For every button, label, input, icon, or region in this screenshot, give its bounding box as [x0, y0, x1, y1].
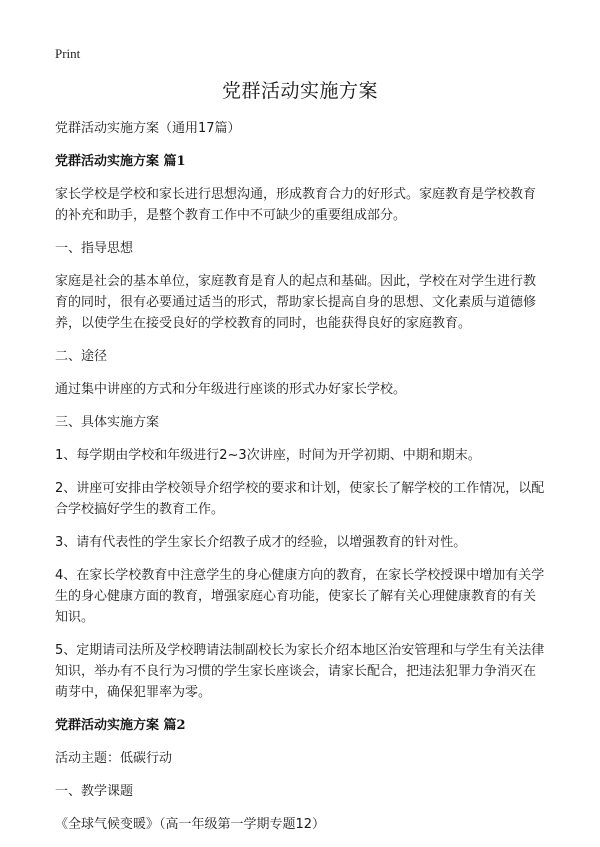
list-item: 1、每学期由学校和年级进行2~3次讲座，时间为开学初期、中期和期末。: [55, 448, 481, 463]
section-1-part-2-title: 二、途径: [55, 349, 108, 364]
section-2-theme: 活动主题：低碳行动: [55, 751, 173, 766]
section-1-heading: 党群活动实施方案 篇1: [55, 154, 186, 169]
list-item: 4、在家长学校教育中注意学生的身心健康方向的教育，在家长学校授课中增加有关学生的身心健康方面的教育，增强家庭心育功能，使家长了解有关心理健康教育的有关知识。: [55, 568, 545, 625]
section-1-part-1-title: 一、指导思想: [55, 241, 134, 256]
document-subtitle: 党群活动实施方案（通用17篇）: [55, 121, 241, 136]
section-2-heading: 党群活动实施方案 篇2: [55, 718, 186, 733]
section-2-part-1-title: 一、教学课题: [55, 784, 134, 799]
section-1-part-1-text: 家庭是社会的基本单位，家庭教育是育人的起点和基础。因此，学校在对学生进行教育的同时，很有必要通过适当的形式，帮助家长提高自身的思想、文化素质与道德修养，以使学生在接受良好的学校教育的同时，也能获得良好的家庭教育。: [55, 274, 537, 331]
section-1-part-2-text: 通过集中讲座的方式和分年级进行座谈的形式办好家长学校。: [55, 382, 407, 397]
list-item: 2、讲座可安排由学校领导介绍学校的要求和计划，使家长了解学校的工作情况，以配合学校搞好学生的教育工作。: [55, 481, 545, 517]
page-title: 党群活动实施方案: [221, 80, 378, 102]
section-1-intro: 家长学校是学校和家长进行思想沟通，形成教育合力的好形式。家庭教育是学校教育的补充和助手，是整个教育工作中不可缺少的重要组成部分。: [55, 187, 537, 223]
list-item: 5、定期请司法所及学校聘请法制副校长为家长介绍本地区治安管理和与学生有关法律知识，举办有不良行为习惯的学生家长座谈会，请家长配合，把违法犯罪力争消灭在萌芽中，确保犯罪率为零。: [55, 643, 545, 700]
document-body: [55, 118, 545, 847]
section-2-part-1-text: 《全球气候变暖》（高一年级第一学期专题12）: [55, 817, 326, 832]
section-1-part-3-title: 三、具体实施方案: [55, 415, 160, 430]
print-link[interactable]: Print: [55, 46, 81, 61]
list-item: 3、请有代表性的学生家长介绍教子成才的经验，以增强教育的针对性。: [55, 535, 467, 550]
